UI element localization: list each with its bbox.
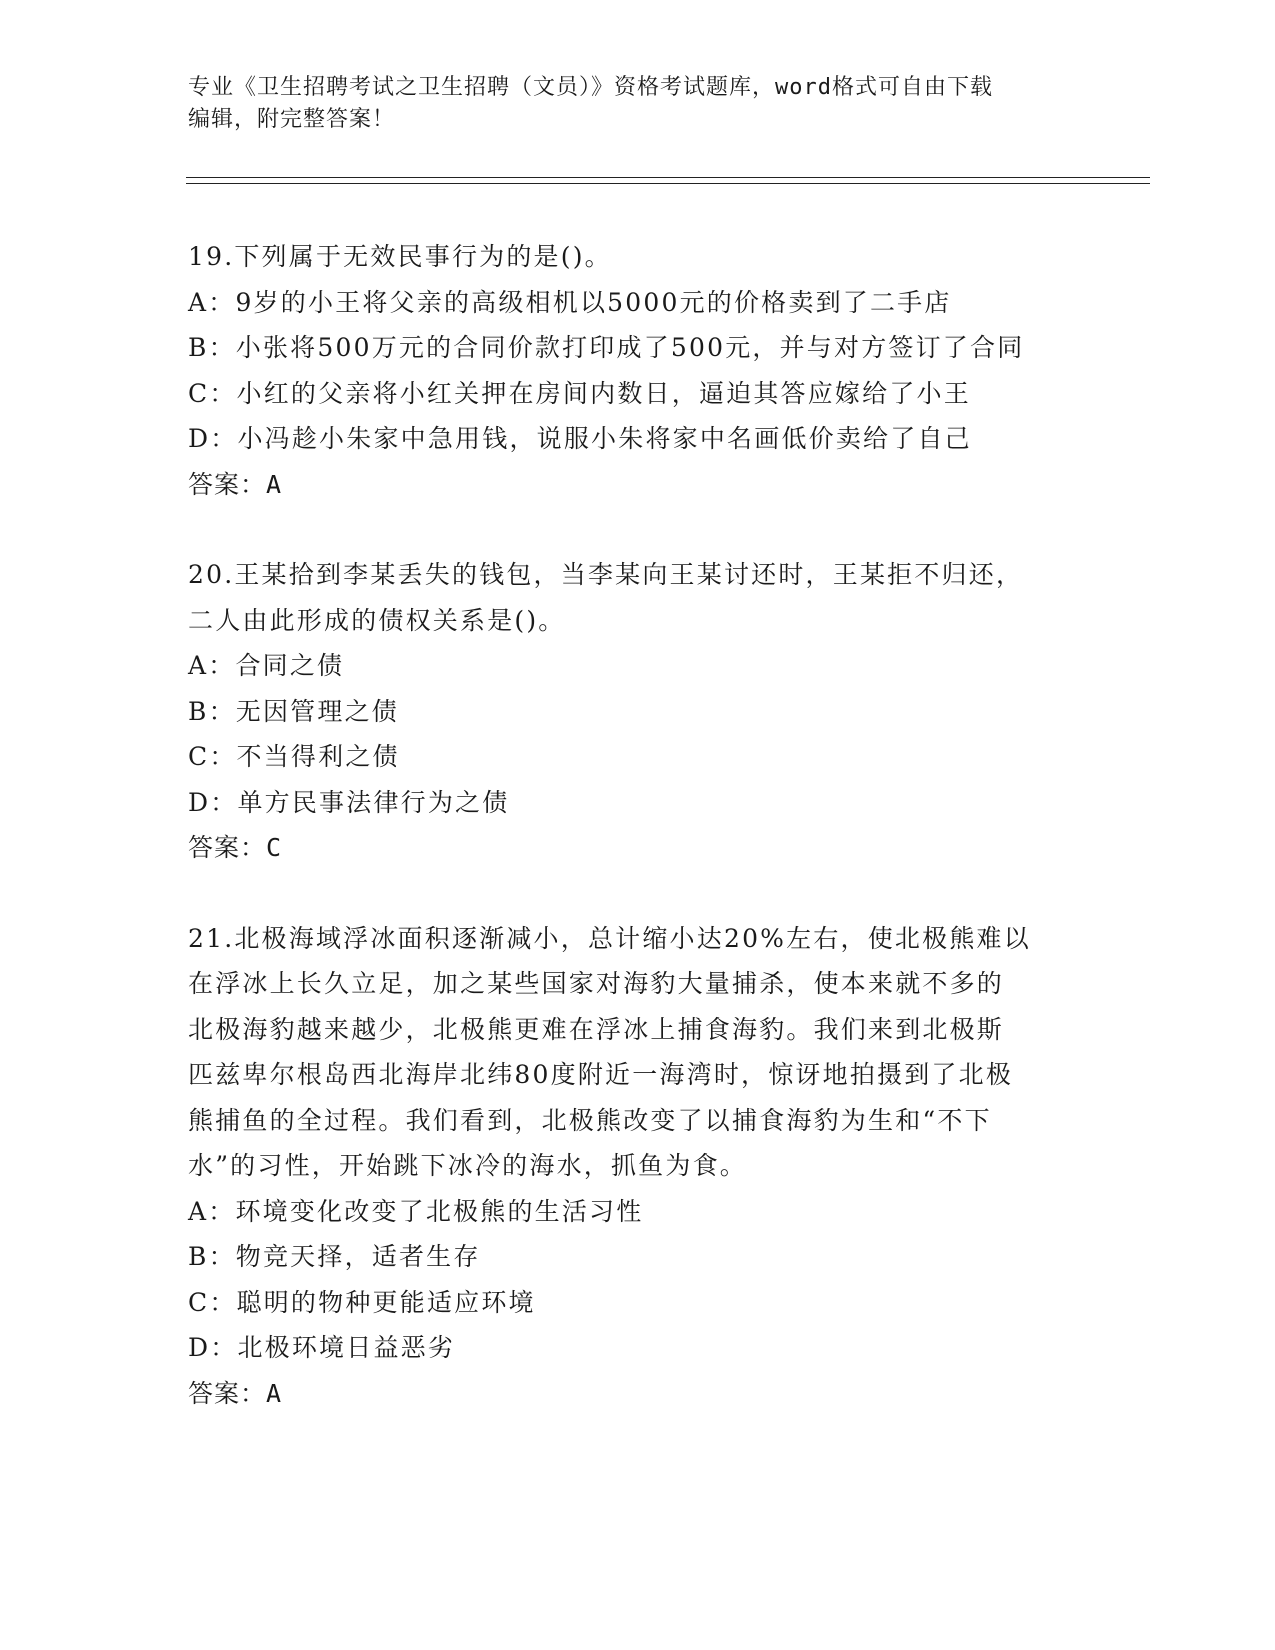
question-stem-line-6: 水”的习性，开始跳下冰冷的海水，抓鱼为食。 bbox=[188, 1151, 747, 1180]
option-d: D：北极环境日益恶劣 bbox=[188, 1333, 456, 1362]
spacer bbox=[188, 871, 1108, 916]
question-stem-line-2: 二人由此形成的债权关系是()。 bbox=[188, 605, 566, 635]
option-a: A：9岁的小王将父亲的高级相机以5000元的价格卖到了二手店 bbox=[188, 287, 952, 317]
question-stem-line-1: 20.王某拾到李某丢失的钱包，当李某向王某讨还时，王某拒不归还， bbox=[188, 560, 1024, 589]
answer-value: A bbox=[266, 469, 283, 499]
answer-line bbox=[188, 1371, 1108, 1417]
question-stem-line-2: 在浮冰上长久立足，加之某些国家对海豹大量捕杀，使本来就不多的 bbox=[188, 969, 1005, 998]
question-20 bbox=[188, 552, 1108, 871]
option-a: A：环境变化改变了北极熊的生活习性 bbox=[188, 1196, 644, 1226]
option-a: A：合同之债 bbox=[188, 651, 345, 680]
option-d: D：单方民事法律行为之债 bbox=[188, 787, 510, 817]
answer-label: 答案： bbox=[188, 1378, 267, 1408]
document-header bbox=[188, 72, 1088, 136]
header-line-2: 编辑，附完整答案！ bbox=[188, 107, 396, 132]
option-c: C：不当得利之债 bbox=[188, 742, 400, 771]
option-b: B：小张将500万元的合同价款打印成了500元，并与对方签订了合同 bbox=[188, 333, 1025, 362]
answer-line bbox=[188, 825, 1108, 871]
option-d: D：小冯趁小朱家中急用钱，说服小朱将家中名画低价卖给了自己 bbox=[188, 424, 972, 453]
question-21 bbox=[188, 916, 1108, 1417]
answer-line bbox=[188, 462, 1108, 508]
question-stem-line-1: 21.北极海域浮冰面积逐渐减小，总计缩小达20%左右，使北极熊难以 bbox=[188, 923, 1031, 953]
header-divider-bottom bbox=[186, 183, 1150, 184]
question-list bbox=[188, 234, 1108, 1416]
option-c: C：聪明的物种更能适应环境 bbox=[188, 1287, 536, 1317]
option-b: B：无因管理之债 bbox=[188, 696, 399, 726]
question-stem-line-4: 匹兹卑尔根岛西北海岸北纬80度附近一海湾时，惊讶地拍摄到了北极 bbox=[188, 1060, 1014, 1089]
question-stem: 19.下列属于无效民事行为的是()。 bbox=[188, 242, 612, 271]
header-divider-top bbox=[186, 177, 1150, 178]
option-c: C：小红的父亲将小红关押在房间内数日，逼迫其答应嫁给了小王 bbox=[188, 378, 971, 408]
spacer bbox=[188, 507, 1108, 552]
question-stem-line-5: 熊捕鱼的全过程。我们看到，北极熊改变了以捕食海豹为生和“不下 bbox=[188, 1105, 992, 1135]
question-19 bbox=[188, 234, 1108, 507]
question-stem-line-3: 北极海豹越来越少，北极熊更难在浮冰上捕食海豹。我们来到北极斯 bbox=[188, 1014, 1005, 1044]
answer-value: A bbox=[266, 1378, 283, 1408]
header-line-1: 专业《卫生招聘考试之卫生招聘（文员）》资格考试题库，word格式可自由下载 bbox=[188, 75, 993, 100]
answer-label: 答案： bbox=[188, 833, 267, 862]
answer-value: C bbox=[266, 833, 283, 862]
option-b: B：物竞天择，适者生存 bbox=[188, 1242, 481, 1271]
answer-label: 答案： bbox=[188, 469, 267, 499]
